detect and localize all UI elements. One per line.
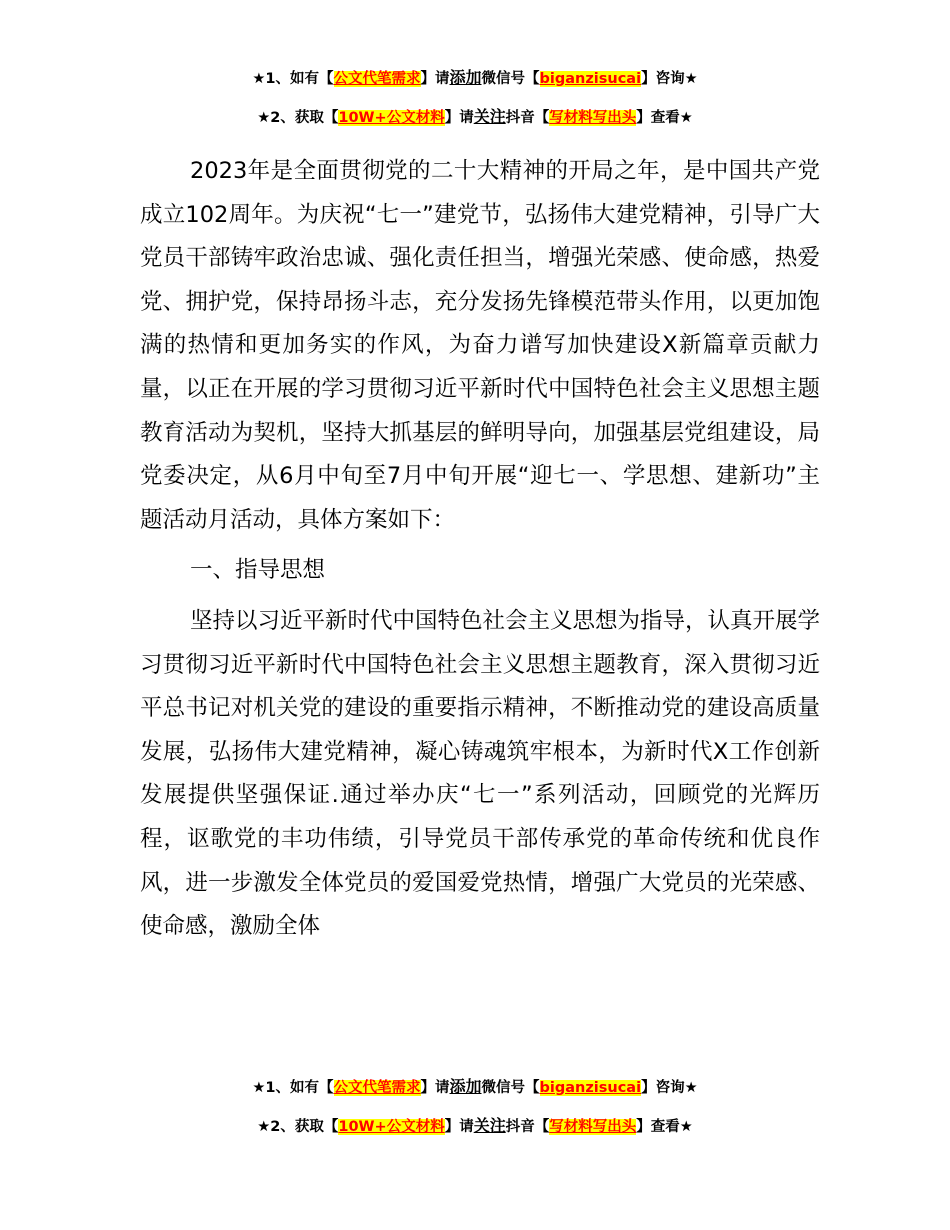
- banner-text: 】查看★: [636, 1119, 693, 1135]
- banner-text: 微信号【: [481, 1080, 540, 1096]
- footer-banner-line2: [0, 1116, 950, 1137]
- body-paragraph: 坚持以习近平新时代中国特色社会主义思想为指导，认真开展学习贯彻习近平新时代中国特色社会主义思想主题教育，深入贯彻习近平总书记对机关党的建设的重要指示精神，不断推动党的建设高质量发展，弘扬伟大建党精神，凝心铸魂筑牢根本，为新时代X工作创新发展提供坚强保证.通过举办庆“七一”系列活动，回顾党的光辉历程，讴歌党的丰功伟绩，引导党员干部传承党的革命传统和优良作风，进一步激发全体党员的爱国爱党热情，增强广大党员的光荣感、使命感，激励全体: [140, 607, 821, 940]
- banner-text: ★2、获取【: [257, 1119, 339, 1135]
- banner-highlight-service: 公文代笔需求: [333, 71, 421, 87]
- banner-emphasis: 添加: [449, 1077, 482, 1096]
- body-paragraph: 2023年是全面贯彻党的二十大精神的开局之年，是中国共产党成立102周年。为庆祝“七一”建党节，弘扬伟大建党精神，引导广大党员干部铸牢政治忠诚、强化责任担当，增强光荣感、使命感，热爱党、拥护党，保持昂扬斗志，充分发扬先锋模范带头作用，以更加饱满的热情和更加务实的作风，为奋力谱写加快建设X新篇章贡献力量，以正在开展的学习贯彻习近平新时代中国特色社会主义思想主题教育活动为契机，坚持大抓基层的鲜明导向，加强基层党组建设，局党委决定，从6月中旬至7月中旬开展“迎七一、学思想、建新功”主题活动月活动，具体方案如下：: [140, 158, 820, 533]
- banner-highlight-materials: 10W+公文材料: [338, 1119, 445, 1135]
- header-banner-line2: [0, 107, 950, 128]
- header-banner-line1: [0, 68, 950, 89]
- banner-emphasis: 关注: [473, 107, 506, 126]
- banner-text: 抖音【: [505, 1119, 550, 1135]
- banner-highlight-douyin: 写材料写出头: [549, 110, 637, 126]
- banner-text: ★2、获取【: [257, 110, 339, 126]
- banner-text: 抖音【: [505, 110, 550, 126]
- banner-text: 】请: [444, 1119, 474, 1135]
- banner-text: 】查看★: [636, 110, 693, 126]
- section-heading: 一、指导思想: [190, 557, 326, 584]
- banner-text: 】咨询★: [641, 71, 698, 87]
- banner-text: 】请: [420, 1080, 450, 1096]
- banner-emphasis: 关注: [473, 1116, 506, 1135]
- banner-text: 】请: [420, 71, 450, 87]
- banner-highlight-douyin: 写材料写出头: [549, 1119, 637, 1135]
- banner-text: 微信号【: [481, 71, 540, 87]
- banner-highlight-service: 公文代笔需求: [333, 1080, 421, 1096]
- banner-emphasis: 添加: [449, 68, 482, 87]
- banner-text: ★1、如有【: [252, 1080, 334, 1096]
- banner-text: ★1、如有【: [252, 71, 334, 87]
- banner-text: 】咨询★: [641, 1080, 698, 1096]
- banner-highlight-wechat: biganzisucai: [539, 1080, 642, 1096]
- banner-highlight-wechat: biganzisucai: [539, 71, 642, 87]
- banner-text: 】请: [444, 110, 474, 126]
- document-body: [140, 150, 820, 949]
- footer-banner-line1: [0, 1077, 950, 1098]
- banner-highlight-materials: 10W+公文材料: [338, 110, 445, 126]
